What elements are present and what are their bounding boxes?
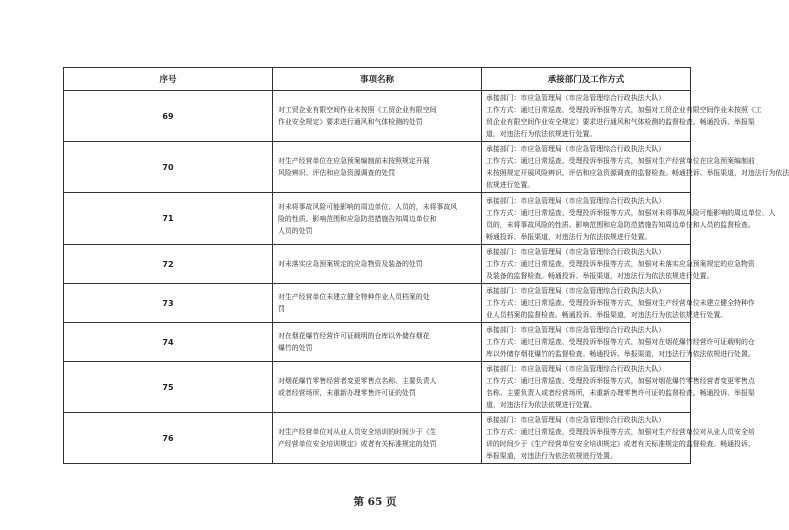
item-name-cell [273,91,482,142]
item-name-line: 或者经营场所，未重新办理零售许可证的处罚 [278,389,416,397]
item-name-line: 风险辨识、评估和应急资源调查的处罚 [278,169,396,177]
item-name-cell [273,362,482,413]
dept-method-line: 工作方式：通过日常巡查、受理投诉举报等方式，加强对未将事故风险可能影响的周边单位、人 [486,208,776,217]
table-row [64,323,691,362]
dept-method-line: 工作方式：通过日常巡查、受理投诉举报等方式，加强对生产经营单位在应急预案编制前 [486,157,755,165]
dept-method-line: 未按照规定开展风险辨识、评估和应急资源调查的监督检查。畅通投诉、举报渠道，对违法行为依法 [486,169,789,177]
dept-method-line: 承接部门：市应急管理局（市应急管理综合行政执法大队） [486,196,666,205]
item-name-line: 对生产经营单位未建立健全特种作业人员档案的处 [278,293,430,301]
dept-method-line: 库以外储存烟花爆竹的监督检查。畅通投诉、举报渠道，对违法行为依法依规进行处置。 [486,350,755,358]
item-name-line: 对生产经营单位对从业人员安全培训的时间少于《生 [278,428,437,436]
item-name-line: 作业安全规定》要求进行通风和气体检测的处罚 [278,118,423,126]
table-row [64,91,691,142]
dept-method-line: 工作方式：通过日常巡查、受理投诉举报等方式，加强对工贸企业有限空间作业未按照《工 [486,106,762,114]
item-name-cell [273,284,482,323]
item-name-line: 对生产经营单位在应急预案编制前未按照规定开展 [278,157,430,165]
row-number: 69 [64,91,273,142]
item-name-line: 人员的处罚 [278,226,313,235]
dept-method-line: 业人员档案的监督检查。畅通投诉、举报渠道，对违法行为依法依规进行处置。 [486,311,728,319]
row-number: 71 [64,193,273,245]
dept-method-line: 贸企业有限空间作业安全规定》要求进行通风和气体检测的监督检查。畅通投诉、举报渠 [486,118,755,126]
dept-method-cell [482,245,755,284]
matters-table [63,67,789,464]
dept-method-cell [482,284,755,323]
item-name-cell [273,413,482,464]
dept-method-line: 工作方式：通过日常巡查、受理投诉举报等方式，加强对生产经营单位未建立健全特种作 [486,299,755,307]
item-name-line: 对未将事故风险可能影响的周边单位、人员的，未将事故风 [278,202,458,211]
header-dept: 承接部门及工作方式 [482,68,691,91]
item-name-cell [273,142,482,193]
item-name-line: 爆竹的处罚 [278,344,313,352]
dept-method-line: 工作方式：通过日常巡查、受理投诉举报等方式，加强对未落实应急预案规定的应急物资 [486,260,755,268]
item-name-line: 对工贸企业有限空间作业未按照《工贸企业有限空间 [278,106,437,114]
table-row [64,193,691,245]
page-number: 第 65 页 [353,496,397,508]
item-name-cell [273,323,482,362]
dept-method-line: 员的，未将事故风险的性质、影响范围和应急防范措施告知周边单位和人员的监督检查。 [486,220,755,229]
row-number: 70 [64,142,273,193]
table-row [64,413,691,464]
dept-method-line: 畅通投诉、举报渠道，对违法行为依法依规进行处置。 [486,232,652,241]
dept-method-line: 工作方式：通过日常巡查、受理投诉举报等方式，加强对烟花爆竹零售经营者变更零售点 [486,377,755,385]
table-row [64,142,691,193]
dept-method-line: 承接部门：市应急管理局（市应急管理综合行政执法大队） [486,416,666,424]
dept-method-line: 举报渠道，对违法行为依法依规进行处置。 [486,452,617,460]
item-name-line: 险的性质、影响范围和应急防范措施告知周边单位和 [278,214,437,223]
dept-method-line: 工作方式：通过日常巡查、受理投诉举报等方式，加强对生产经营单位对从业人员安全培 [486,428,755,436]
dept-method-line: 承接部门：市应急管理局（市应急管理综合行政执法大队） [486,248,666,256]
dept-method-line: 承接部门：市应急管理局（市应急管理综合行政执法大队） [486,365,666,373]
dept-method-cell [482,142,789,193]
table-row [64,245,691,284]
dept-method-cell [482,413,755,464]
table-row [64,284,691,323]
dept-method-line: 依规进行处置。 [486,181,535,189]
item-name-line: 产经营单位安全培训规定》或者有关标准规定的处罚 [278,440,437,448]
item-name-line: 对烟花爆竹零售经营者变更零售点名称、主要负责人 [278,377,437,385]
table-row [64,362,691,413]
item-name-line: 对在烟花爆竹经营许可证载明的仓库以外储存烟花 [278,332,430,340]
dept-method-cell [482,91,762,142]
dept-method-line: 名称、主要负责人或者经营场所，未重新办理零售许可证的监督检查。畅通投诉、举报渠 [486,389,755,397]
dept-method-line: 工作方式：通过日常巡查、受理投诉举报等方式，加强对在烟花爆竹经营许可证载明的仓 [486,338,755,346]
dept-method-line: 承接部门：市应急管理局（市应急管理综合行政执法大队） [486,287,666,295]
table-header-row [64,68,691,91]
item-name-cell [273,193,482,245]
row-number: 76 [64,413,273,464]
header-no: 序号 [64,68,273,91]
row-number: 74 [64,323,273,362]
header-item: 事项名称 [273,68,482,91]
dept-method-line: 道，对违法行为依法依规进行处置。 [486,401,597,409]
row-number: 72 [64,245,273,284]
dept-method-cell [482,362,755,413]
dept-method-cell [482,323,755,362]
dept-method-line: 承接部门：市应急管理局（市应急管理综合行政执法大队） [486,326,666,334]
dept-method-line: 承接部门：市应急管理局（市应急管理综合行政执法大队） [486,94,666,102]
dept-method-line: 及装备的监督检查。畅通投诉、举报渠道，对违法行为依法依规进行处置。 [486,272,714,280]
dept-method-line: 承接部门：市应急管理局（市应急管理综合行政执法大队） [486,145,666,153]
item-name-line: 罚 [278,305,285,313]
dept-method-line: 训的时间少于《生产经营单位安全培训规定》或者有关标准规定的监督检查。畅通投诉、 [486,440,755,448]
row-number: 73 [64,284,273,323]
item-name-cell [273,245,482,284]
item-name-line: 对未落实应急预案规定的应急物资及装备的处罚 [278,260,423,268]
dept-method-cell [482,193,776,245]
dept-method-line: 道，对违法行为依法依规进行处置。 [486,130,597,138]
row-number: 75 [64,362,273,413]
